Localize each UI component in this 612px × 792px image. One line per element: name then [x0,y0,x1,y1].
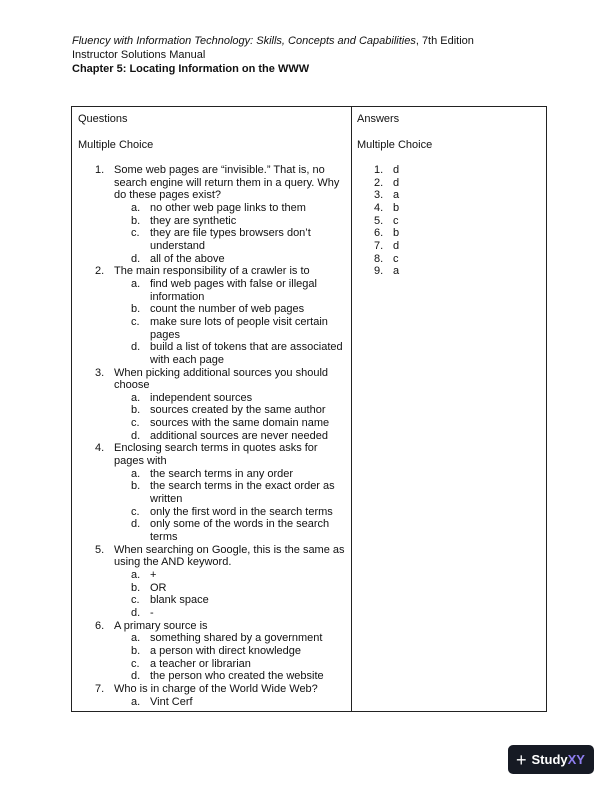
option-item [114,670,348,683]
option-text: the person who created the website [150,670,324,683]
answer-letter: a [393,189,400,202]
answer-letter: b [393,201,400,214]
option-letter: b. [131,404,141,417]
answer-number: 6. [374,227,384,240]
answer-letter: d [393,239,400,252]
option-text: only the first word in the search terms [150,505,333,518]
answer-item [357,240,399,253]
option-item [114,518,348,543]
question-text: A primary source is [114,619,208,632]
answer-item [357,164,399,177]
option-text: count the number of web pages [150,303,305,316]
studyxy-logo[interactable] [508,745,594,774]
option-text: sources with the same domain name [150,417,330,430]
option-letter: d. [131,518,141,531]
answers-subheading: Multiple Choice [357,139,433,151]
qa-table [71,106,547,712]
option-item [114,607,348,620]
book-title-line [72,34,474,48]
option-list [114,696,348,709]
question-number: 5. [95,543,105,556]
logo-text-main: Study [531,752,568,767]
question-number: 3. [95,366,105,379]
question-number: 4. [95,442,105,455]
option-list [114,468,348,544]
question-number: 2. [95,265,105,278]
option-letter: d. [131,670,141,683]
question-list [78,164,348,708]
option-text: make sure lots of people visit certain pages [150,315,328,341]
option-letter: c. [131,417,140,430]
option-letter: b. [131,644,141,657]
answer-item [357,227,399,240]
question-text: When picking additional sources you should choose [114,366,329,392]
option-item [114,253,348,266]
option-letter: c. [131,657,140,670]
option-letter: a. [131,569,141,581]
question-number: 1. [95,164,105,176]
answer-letter: a [393,265,400,278]
answer-item [357,215,399,228]
option-text: independent sources [150,391,253,404]
option-list [114,569,348,620]
option-item [114,569,348,582]
option-item [114,645,348,658]
option-letter: c. [131,505,140,518]
option-letter: d. [131,341,141,354]
option-item [114,468,348,481]
question-item [78,544,348,620]
questions-subheading: Multiple Choice [78,139,154,151]
option-letter: a. [131,277,141,290]
answer-item [357,177,399,190]
answer-item [357,202,399,215]
option-letter: c. [131,315,140,328]
option-text: build a list of tokens that are associated with each page [150,341,343,366]
option-text: OR [150,581,167,594]
book-title: Fluency with Information Technology: Skills, Concepts and Capabilities [72,35,416,47]
question-item [78,367,348,443]
answer-letter: b [393,227,400,240]
question-number: 6. [95,619,105,632]
option-text: the search terms in the exact order as written [150,480,335,506]
chapter-title: Chapter 5: Locating Information on the WWW [72,63,310,75]
question-text: Some web pages are “invisible.” That is, no search engine will return them in a query. Why do these pages exist? [114,164,340,202]
option-item [114,404,348,417]
option-letter: b. [131,214,141,227]
option-item [114,316,348,341]
option-item [114,227,348,252]
answer-number: 1. [374,164,384,176]
option-item [114,215,348,228]
option-letter: b. [131,303,141,316]
answers-heading: Answers [357,113,400,125]
option-text: Vint Cerf [150,695,193,708]
option-text: a person with direct knowledge [150,644,302,657]
option-list [114,202,348,265]
option-text: something shared by a government [150,632,323,645]
option-item [114,480,348,505]
option-letter: b. [131,480,141,493]
option-text: no other web page links to them [150,201,306,214]
option-text: additional sources are never needed [150,429,328,442]
option-text: + [150,569,157,581]
option-list [114,278,348,367]
answer-number: 3. [374,189,384,202]
question-item [78,683,348,708]
answer-number: 7. [374,239,384,252]
logo-text [532,752,585,767]
question-item [78,442,348,543]
option-letter: a. [131,391,141,404]
option-item [114,696,348,709]
answer-letter: c [393,252,399,265]
option-item [114,658,348,671]
option-text: a teacher or librarian [150,657,251,670]
answer-number: 9. [374,265,384,278]
answer-number: 2. [374,176,384,189]
option-list [114,632,348,683]
question-text: The main responsibility of a crawler is to [114,265,310,278]
answer-item [357,265,399,278]
column-divider [351,107,352,711]
option-item [114,594,348,607]
manual-title: Instructor Solutions Manual [72,49,206,61]
option-letter: c. [131,227,140,240]
answer-letter: d [393,164,400,176]
option-text: - [150,606,154,619]
option-item [114,582,348,595]
option-letter: a. [131,632,141,645]
question-item [78,164,348,265]
answer-letter: c [393,214,399,227]
option-item [114,430,348,443]
option-text: the search terms in any order [150,467,294,480]
option-letter: b. [131,581,141,594]
question-item [78,620,348,683]
option-letter: d. [131,252,141,265]
option-letter: d. [131,606,141,619]
edition: , 7th Edition [415,35,474,47]
logo-text-accent: XY [567,752,585,767]
answer-list [357,164,399,278]
option-item [114,341,348,366]
option-letter: a. [131,201,141,214]
option-text: blank space [150,594,209,607]
option-text: sources created by the same author [150,404,326,417]
option-text: all of the above [150,252,225,265]
option-letter: a. [131,467,141,480]
option-item [114,202,348,215]
answer-letter: d [393,176,400,189]
plus-icon: + [516,749,527,770]
option-list [114,392,348,443]
question-number: 7. [95,682,105,695]
question-item [78,265,348,366]
option-letter: d. [131,429,141,442]
questions-heading: Questions [78,113,128,125]
option-item [114,278,348,303]
question-text: When searching on Google, this is the same as using the AND keyword. [114,543,345,569]
answer-number: 4. [374,201,384,214]
answer-number: 8. [374,252,384,265]
answer-item [357,253,399,266]
option-item [114,303,348,316]
option-text: they are file types browsers don’t understand [150,227,311,252]
question-text: Who is in charge of the World Wide Web? [114,682,318,695]
option-text: they are synthetic [150,214,237,227]
option-item [114,392,348,405]
answer-item [357,189,399,202]
option-item [114,417,348,430]
answer-number: 5. [374,214,384,227]
option-text: only some of the words in the search terms [150,518,330,544]
option-item [114,506,348,519]
option-letter: a. [131,695,141,708]
question-text: Enclosing search terms in quotes asks for pages with [114,442,318,468]
option-letter: c. [131,594,140,607]
option-item [114,632,348,645]
option-text: find web pages with false or illegal information [150,277,317,303]
document-header [72,34,474,76]
